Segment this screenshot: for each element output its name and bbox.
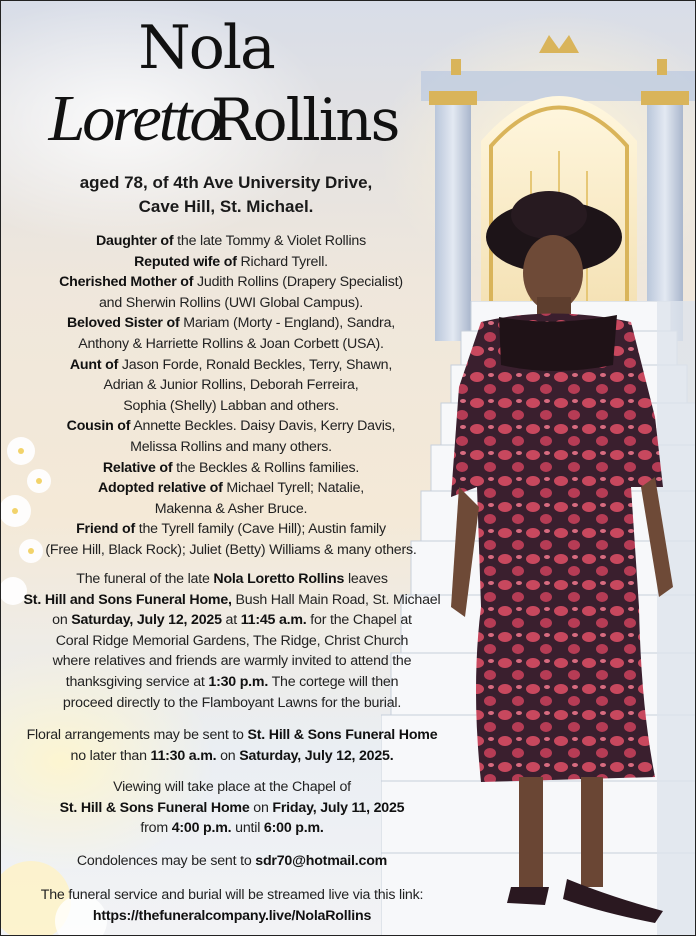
address-line-1: aged 78, of 4th Ave University Drive, (79, 173, 373, 192)
relation-line: Sophia (Shelly) Labban and others. (123, 397, 339, 414)
relation-line: Aunt of Jason Forde, Ronald Beckles, Terry, Shawn, (69, 356, 393, 373)
relation-line: Anthony & Harriette Rollins & Joan Corbett (USA). (78, 335, 384, 352)
relation-line: (Free Hill, Black Rock); Juliet (Betty) Williams & many others. (45, 541, 417, 558)
relation-line: Adopted relative of Michael Tyrell; Natalie, (97, 480, 365, 497)
relation-line: and Sherwin Rollins (UWI Global Campus). (98, 294, 364, 311)
relation-line: Relative of the Beckles & Rollins families. (102, 459, 360, 476)
relation-line: Reputed wife of Richard Tyrell. (134, 253, 328, 270)
relation-line: Adrian & Junior Rollins, Deborah Ferreira, (103, 377, 359, 394)
condolences-email: sdr70@hotmail.com (255, 853, 388, 869)
age-and-address (31, 171, 421, 219)
portrait-photo (441, 187, 691, 936)
address-line-2: Cave Hill, St. Michael. (138, 197, 314, 216)
livestream-info: The funeral service and burial will be streamed live via this link: https://thefuneralcompany.live/NolaRollins (40, 887, 424, 924)
relation-line: Cherished Mother of Judith Rollins (Drapery Specialist) (59, 274, 403, 291)
relation-line: Friend of the Tyrell family (Cave Hill); Austin family (76, 521, 386, 538)
relation-line: Cousin of Annette Beckles. Daisy Davis, Kerry Davis, (66, 418, 396, 435)
relation-line: Daughter of the late Tommy & Violet Rollins (96, 233, 366, 249)
condolences: Condolences may be sent to sdr70@hotmail.com (76, 853, 388, 869)
relation-line: Makenna & Asher Bruce. (154, 500, 308, 517)
funeral-details: The funeral of the late Nola Loretto Rollins leaves St. Hill and Sons Funeral Home, Bush Hall Main Road, St. Michael on Saturday, July 12, 2025 at 11:45 a.m. for the Chapel at Coral Ridge Memorial Gardens, The Ridge, Christ Church where relatives and friends are warmly invited to attend the thanksgiving service at 1:30 p.m. The cortege will then proceed directly to the Flamboyant Lawns for the burial. (23, 571, 441, 711)
viewing-details: Viewing will take place at the Chapel of St. Hill & Sons Funeral Home on Friday, July 11, 2025 from 4:00 p.m. until 6:00 p.m. (59, 779, 405, 837)
livestream-link: https://thefuneralcompany.live/NolaRollins (92, 907, 372, 924)
deceased-first-name: Nola (138, 13, 274, 83)
deceased-last-name: Rollins (211, 86, 399, 154)
deceased-middle-name: Loretto (48, 82, 220, 155)
relation-line: Melissa Rollins and many others. (130, 438, 332, 455)
family-relations (11, 231, 451, 561)
relation-line: Beloved Sister of Mariam (Morty - England), Sandra, (66, 315, 396, 332)
floral-arrangements: Floral arrangements may be sent to St. Hill & Sons Funeral Home no later than 11:30 a.m. on Saturday, July 12, 2025. (26, 727, 438, 764)
